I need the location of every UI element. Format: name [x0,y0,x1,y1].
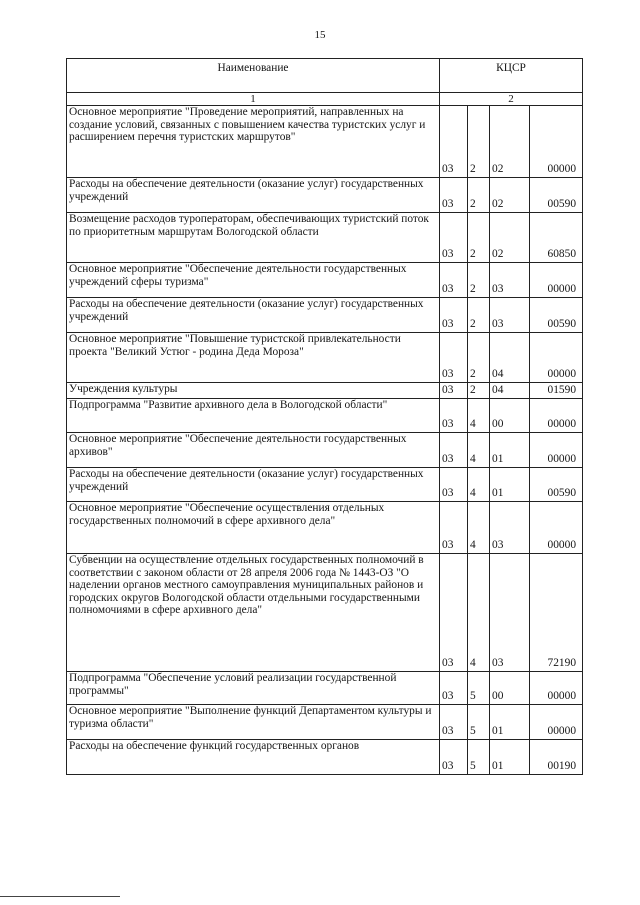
table-row [67,298,583,333]
code-direction: 00590 [530,468,583,502]
code-activity: 03 [490,298,530,333]
table-row [67,333,583,383]
code-program: 03 [440,554,468,672]
code-subprogram: 2 [468,298,490,333]
code-subprogram: 4 [468,554,490,672]
bottom-rule [0,896,120,897]
header-code: КЦСР [440,59,583,93]
column-number-row [67,93,583,106]
code-activity: 04 [490,333,530,383]
table-row [67,263,583,298]
row-name: Расходы на обеспечение деятельности (оказание услуг) государственных учреждений [67,298,440,333]
code-activity: 02 [490,213,530,263]
table-row [67,554,583,672]
table-body [67,106,583,775]
code-program: 03 [440,263,468,298]
code-subprogram: 2 [468,106,490,178]
code-subprogram: 5 [468,705,490,740]
table-row [67,705,583,740]
code-program: 03 [440,333,468,383]
code-direction: 00000 [530,106,583,178]
code-program: 03 [440,433,468,468]
code-direction: 00000 [530,502,583,554]
table-row [67,383,583,399]
code-program: 03 [440,399,468,433]
table-row [67,468,583,502]
code-activity: 03 [490,554,530,672]
code-program: 03 [440,106,468,178]
table-header-row [67,59,583,93]
code-direction: 00000 [530,672,583,705]
code-program: 03 [440,178,468,213]
code-activity: 01 [490,705,530,740]
code-subprogram: 4 [468,502,490,554]
code-direction: 00000 [530,705,583,740]
code-direction: 00000 [530,399,583,433]
code-direction: 00000 [530,333,583,383]
code-activity: 00 [490,399,530,433]
row-name: Расходы на обеспечение функций государственных органов [67,740,440,775]
row-name: Расходы на обеспечение деятельности (оказание услуг) государственных учреждений [67,468,440,502]
code-direction: 00590 [530,298,583,333]
row-name: Учреждения культуры [67,383,440,399]
code-program: 03 [440,298,468,333]
code-activity: 03 [490,263,530,298]
code-direction: 00000 [530,433,583,468]
table-row [67,672,583,705]
code-subprogram: 2 [468,263,490,298]
code-direction: 01590 [530,383,583,399]
code-direction: 00590 [530,178,583,213]
row-name: Основное мероприятие "Проведение мероприятий, направленных на создание условий, связанных с повышением качества туристских услуг и расширением перечня туристских маршрутов" [67,106,440,178]
code-program: 03 [440,468,468,502]
table-row [67,433,583,468]
code-subprogram: 2 [468,383,490,399]
row-name: Подпрограмма "Обеспечение условий реализации государственной программы" [67,672,440,705]
code-direction: 00190 [530,740,583,775]
table-row [67,178,583,213]
code-activity: 02 [490,106,530,178]
table-row [67,502,583,554]
code-program: 03 [440,672,468,705]
row-name: Возмещение расходов туроператорам, обеспечивающих туристский поток по приоритетным маршрутам Вологодской области [67,213,440,263]
table-row [67,740,583,775]
code-subprogram: 4 [468,399,490,433]
code-subprogram: 5 [468,672,490,705]
code-activity: 03 [490,502,530,554]
code-activity: 00 [490,672,530,705]
row-name: Подпрограмма "Развитие архивного дела в Вологодской области" [67,399,440,433]
code-program: 03 [440,502,468,554]
row-name: Основное мероприятие "Обеспечение деятельности государственных учреждений сферы туризма" [67,263,440,298]
code-subprogram: 2 [468,213,490,263]
code-subprogram: 4 [468,433,490,468]
row-name: Основное мероприятие "Повышение туристской привлекательности проекта "Великий Устюг - родина Деда Мороза" [67,333,440,383]
table-row [67,399,583,433]
page-number: 15 [314,29,326,41]
row-name: Расходы на обеспечение деятельности (оказание услуг) государственных учреждений [67,178,440,213]
code-activity: 02 [490,178,530,213]
code-activity: 01 [490,740,530,775]
column-number-code: 2 [440,93,583,106]
row-name: Основное мероприятие "Выполнение функций Департаментом культуры и туризма области" [67,705,440,740]
code-program: 03 [440,213,468,263]
code-program: 03 [440,383,468,399]
table-row [67,213,583,263]
code-subprogram: 4 [468,468,490,502]
code-subprogram: 5 [468,740,490,775]
code-activity: 01 [490,468,530,502]
row-name: Основное мероприятие "Обеспечение осуществления отдельных государственных полномочий в сфере архивного дела" [67,502,440,554]
code-direction: 00000 [530,263,583,298]
code-subprogram: 2 [468,178,490,213]
header-name: Наименование [67,59,440,93]
row-name: Основное мероприятие "Обеспечение деятельности государственных архивов" [67,433,440,468]
code-subprogram: 2 [468,333,490,383]
table-row [67,106,583,178]
budget-classification-table [66,58,583,775]
row-name: Субвенции на осуществление отдельных государственных полномочий в соответствии с законом области от 28 апреля 2006 года № 1443-ОЗ "О наделении органов местного самоуправления муниципальных районов и городских округов Вологодской области отдельными государственными полномочиями в сфере архивного дела" [67,554,440,672]
code-activity: 04 [490,383,530,399]
code-activity: 01 [490,433,530,468]
column-number-name: 1 [67,93,440,106]
code-program: 03 [440,705,468,740]
code-direction: 72190 [530,554,583,672]
code-program: 03 [440,740,468,775]
code-direction: 60850 [530,213,583,263]
